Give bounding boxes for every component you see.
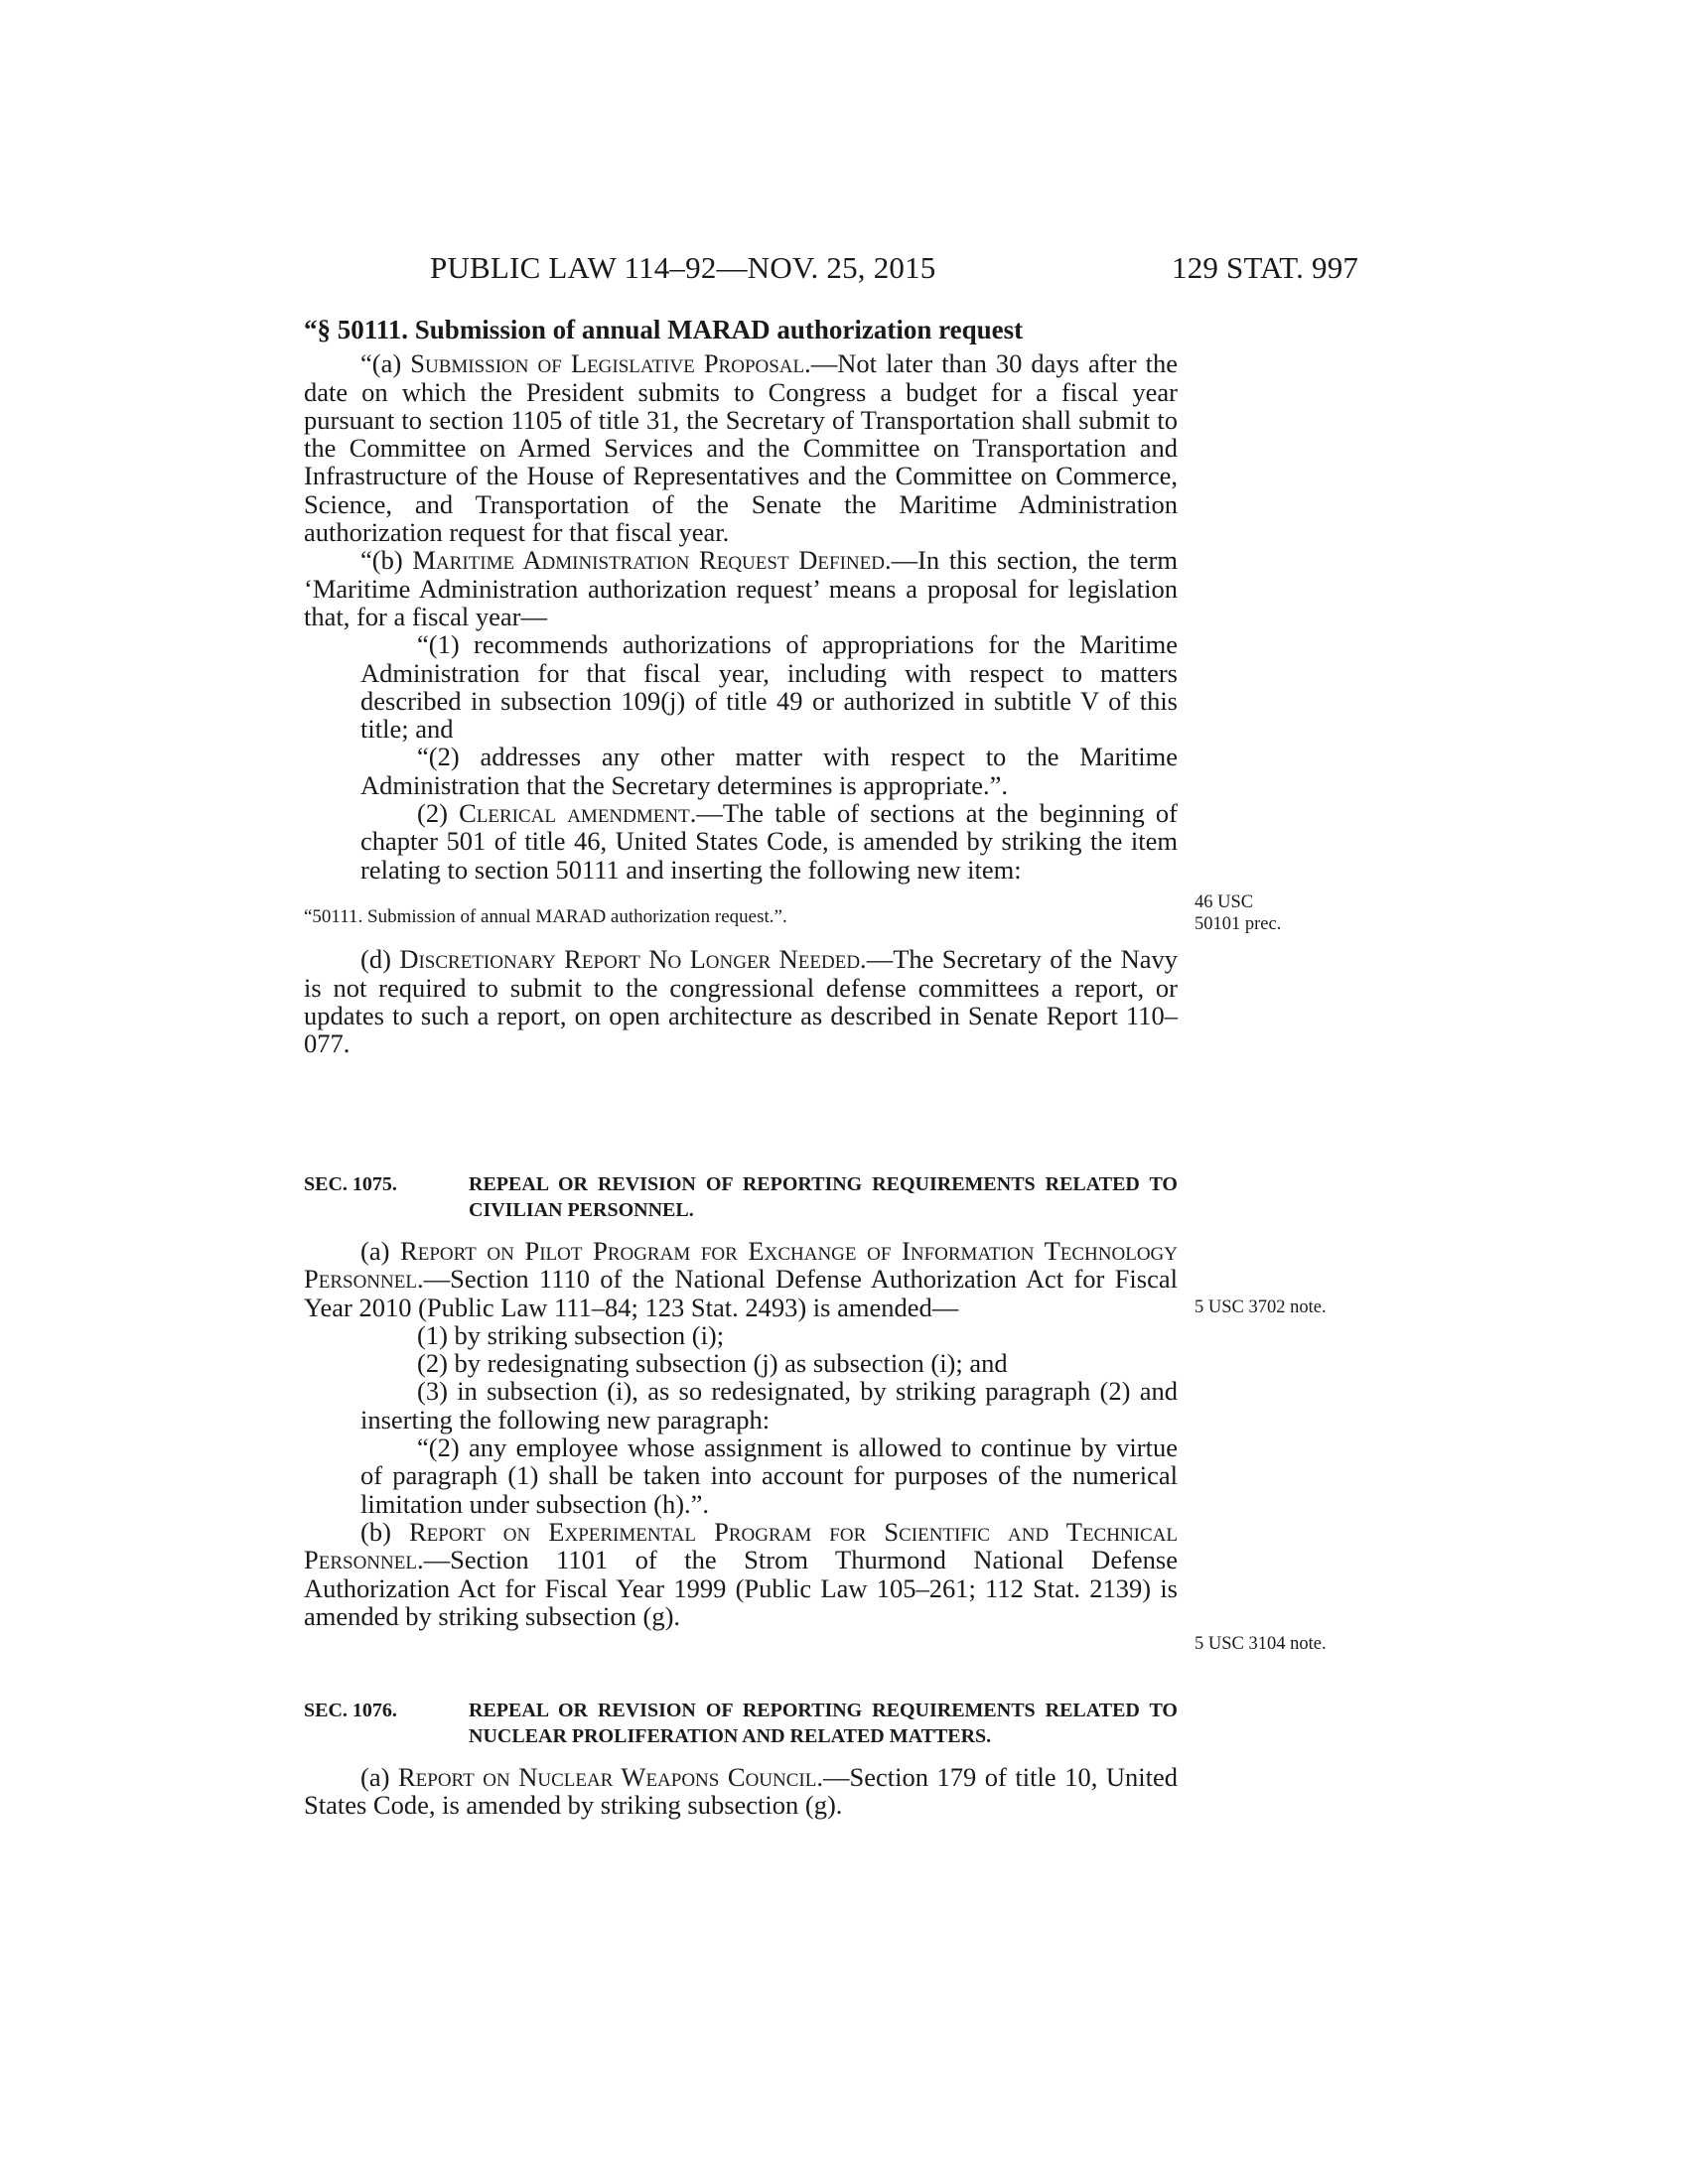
para-text: —The table of sections at the beginning of chapter 501 of title 46, United States Code, is amended by striking the item relating to section 50111 and inserting the following new item:: [360, 798, 1178, 885]
clause-a1: (1) by striking subsection (i);: [417, 1319, 725, 1350]
clause-a3: (3) in subsection (i), as so redesignated, by striking paragraph (2) and inserting the following new paragraph:: [360, 1376, 1178, 1434]
paragraph-d: [304, 945, 1178, 1057]
para-caption: Maritime Administration Request Defined.: [412, 545, 892, 576]
para-caption: Report on Nuclear Weapons Council.: [397, 1762, 823, 1792]
para-label: (d): [360, 944, 400, 975]
para-text: —Not later than 30 days after the date on which the President submits to Congress a budget for a fiscal year pursuant to section 1105 of title 31, the Secretary of Transportation shall submit to the Committee on Armed Services and the Committee on Transportation and Infrastructure of the House of Representatives and the Committee on Commerce, Science, and Transportation of the Senate the Maritime Administration authorization request for that fiscal year.: [304, 348, 1178, 548]
table-of-sections-item: “50111. Submission of annual MARAD authorization request.”.: [304, 905, 787, 927]
section-number: SEC. 1076.: [304, 1700, 397, 1721]
para-label: (b): [360, 1516, 409, 1547]
margin-note-5-usc-3104: 5 USC 3104 note.: [1195, 1634, 1327, 1654]
paragraph-a: [304, 1237, 1178, 1321]
paragraph-b: [304, 1518, 1178, 1630]
para-caption: Discretionary Report No Longer Needed.: [399, 944, 867, 975]
section-50111-block: [304, 316, 1178, 1057]
para-text: —Section 1110 of the National Defense Authorization Act for Fiscal Year 2010 (Public Law 111–84; 123 Stat. 2493) is amended—: [304, 1264, 1178, 1322]
section-title: REPEAL OR REVISION OF REPORTING REQUIREMENTS RELATED TO CIVILIAN PERSONNEL.: [469, 1173, 1178, 1221]
clause-b1: “(1) recommends authorizations of appropriations for the Maritime Administration for that fiscal year, including with respect to matters described in subsection 109(j) of title 49 or authorized in subtitle V of this title; and: [360, 629, 1178, 745]
margin-note-line: 50101 prec.: [1195, 914, 1282, 934]
section-number: SEC. 1075.: [304, 1173, 397, 1195]
clause-a2: (2) by redesignating subsection (j) as subsection (i); and: [417, 1348, 1008, 1379]
para-text: —In this section, the term ‘Maritime Administration authorization request’ means a proposal for legislation that, for a fiscal year—: [304, 545, 1178, 631]
page-header-right: 129 STAT. 997: [1172, 250, 1359, 285]
para-label: “(a): [360, 348, 411, 379]
para-text: —The Secretary of the Navy is not required to submit to the congressional defense committees a report, or updates to such a report, on open architecture as described in Senate Report 110–077.: [304, 944, 1178, 1059]
paragraph-2-clerical: [304, 799, 1178, 884]
para-caption: Submission of Legislative Proposal.: [410, 348, 811, 379]
para-caption: Report on Experimental Program for Scientific and Technical Personnel.: [304, 1516, 1178, 1575]
para-text: —Section 179 of title 10, United States Code, is amended by striking subsection (g).: [304, 1762, 1178, 1821]
para-label: (2): [417, 798, 460, 829]
para-text: —Section 1101 of the Strom Thurmond National Defense Authorization Act for Fiscal Year 1999 (Public Law 105–261; 112 Stat. 2139) is amended by striking subsection (g).: [304, 1545, 1178, 1631]
section-1075-heading: [304, 1171, 1178, 1223]
margin-note-5-usc-3702: 5 USC 3702 note.: [1195, 1297, 1327, 1317]
paragraph-b: [304, 546, 1178, 630]
clause-b2: “(2) addresses any other matter with respect to the Maritime Administration that the Secretary determines is appropriate.”.: [360, 742, 1178, 800]
section-heading: “§ 50111. Submission of annual MARAD authorization request: [304, 315, 1024, 344]
section-1076-block: [304, 1698, 1178, 1820]
para-caption: Clerical amendment.: [459, 798, 697, 829]
para-label: (a): [360, 1236, 401, 1266]
page-header-left: PUBLIC LAW 114–92—NOV. 25, 2015: [430, 250, 936, 285]
paragraph-a: [304, 1763, 1178, 1820]
paragraph-a: [304, 349, 1178, 546]
section-title: REPEAL OR REVISION OF REPORTING REQUIREMENTS RELATED TO NUCLEAR PROLIFERATION AND RELATED MATTERS.: [469, 1700, 1178, 1747]
section-1075-block: [304, 1171, 1178, 1630]
quoted-paragraph: “(2) any employee whose assignment is allowed to continue by virtue of paragraph (1) shall be taken into account for purposes of the numerical limitation under subsection (h).”.: [360, 1433, 1178, 1519]
margin-note-46-usc: [1195, 891, 1281, 935]
margin-note-line: 46 USC: [1195, 892, 1254, 912]
para-label: “(b): [360, 545, 413, 576]
para-label: (a): [360, 1762, 398, 1792]
section-1076-heading: [304, 1698, 1178, 1749]
para-caption: Report on Pilot Program for Exchange of Information Technology Personnel.: [304, 1236, 1178, 1295]
